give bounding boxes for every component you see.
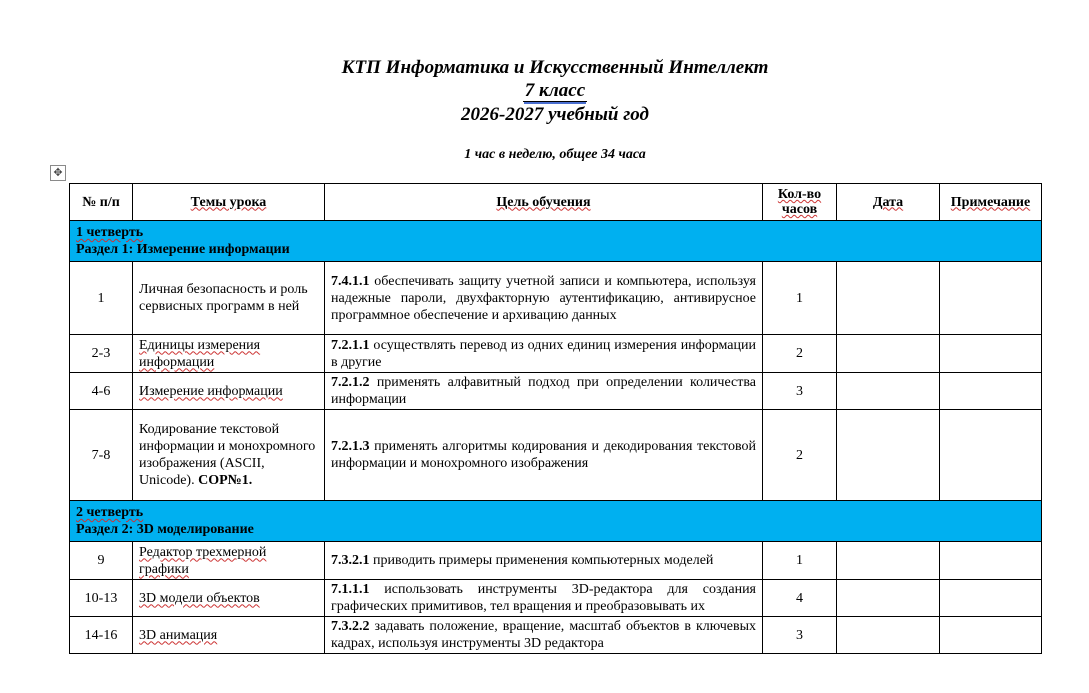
- header-note: [940, 184, 1042, 221]
- row-num: 4-6: [70, 373, 133, 410]
- header-goal-text: Цель обучения: [496, 194, 591, 210]
- row-hours: 1: [763, 262, 837, 335]
- goal-text: применять алгоритмы кодирования и декодирования текстовой информации и монохромного изображения: [331, 439, 756, 471]
- goal-text: задавать положение, вращение, масштаб объектов в ключевых кадрах, используя инструменты 3D редактора: [331, 619, 756, 651]
- quarter-row: [70, 501, 1042, 542]
- header-hours: [763, 184, 837, 221]
- row-hours: 2: [763, 410, 837, 501]
- goal-code: 7.2.1.2: [331, 375, 370, 390]
- row-note[interactable]: [940, 335, 1042, 373]
- row-note[interactable]: [940, 262, 1042, 335]
- row-hours: 1: [763, 542, 837, 580]
- quarter-label: 1 четверть: [76, 225, 144, 240]
- topic-text: Кодирование текстовой информации и монохромного изображения (ASCII, Unicode).: [139, 422, 316, 488]
- topic-text: Единицы измерения информации: [139, 337, 261, 370]
- table-row: [70, 542, 1042, 580]
- table-row: [70, 335, 1042, 373]
- goal-code: 7.1.1.1: [331, 582, 370, 597]
- row-topic: [133, 542, 325, 580]
- grade-text: 7 класс: [524, 80, 586, 101]
- row-goal: [325, 617, 763, 654]
- goal-code: 7.3.2.2: [331, 619, 370, 634]
- row-note[interactable]: [940, 542, 1042, 580]
- quarter-cell: [70, 221, 1042, 262]
- row-date[interactable]: [837, 335, 940, 373]
- row-goal: [325, 262, 763, 335]
- topic-text: 3D анимация: [139, 627, 218, 643]
- row-topic: [133, 335, 325, 373]
- table-row: [70, 580, 1042, 617]
- row-goal: [325, 410, 763, 501]
- header-date-text: Дата: [872, 194, 904, 210]
- goal-code: 7.2.1.1: [331, 337, 370, 353]
- row-goal: [325, 542, 763, 580]
- header-topic-text: Темы урока: [190, 194, 267, 210]
- row-num: 10-13: [70, 580, 133, 617]
- row-goal: [325, 580, 763, 617]
- row-topic: [133, 373, 325, 410]
- curriculum-table: [69, 183, 1042, 654]
- document-title: КТП Информатика и Искусственный Интеллект: [341, 57, 769, 78]
- row-topic: [133, 617, 325, 654]
- section-label: Раздел 2: 3D моделирование: [76, 522, 254, 537]
- row-hours: 3: [763, 617, 837, 654]
- goal-code: 7.3.2.1: [331, 553, 370, 568]
- row-date[interactable]: [837, 617, 940, 654]
- row-num: 7-8: [70, 410, 133, 501]
- row-date[interactable]: [837, 262, 940, 335]
- row-hours: 3: [763, 373, 837, 410]
- header-row: [70, 184, 1042, 221]
- quarter-label: 2 четверть: [76, 505, 144, 520]
- row-goal: [325, 373, 763, 410]
- goal-text: приводить примеры применения компьютерных моделей: [369, 553, 714, 568]
- header-date: [837, 184, 940, 221]
- row-topic: [133, 410, 325, 501]
- table-move-handle-icon[interactable]: ✥: [50, 165, 66, 181]
- row-date[interactable]: [837, 542, 940, 580]
- goal-code: 7.2.1.3: [331, 439, 370, 454]
- table-row: [70, 617, 1042, 654]
- table-body: [70, 221, 1042, 654]
- row-hours: 2: [763, 335, 837, 373]
- row-note[interactable]: [940, 580, 1042, 617]
- goal-text: обеспечивать защиту учетной записи и компьютера, используя надежные пароли, двухфакторную аутентификацию, антивирусное программное обеспечение и архивацию данных: [331, 273, 756, 323]
- topic-bold-text: СОР№1.: [198, 473, 253, 488]
- row-topic: [133, 262, 325, 335]
- row-num: 2-3: [70, 335, 133, 373]
- header-hours-text: Кол-во часов: [777, 187, 822, 217]
- row-note[interactable]: [940, 373, 1042, 410]
- row-date[interactable]: [837, 410, 940, 501]
- quarter-row: [70, 221, 1042, 262]
- row-num: 14-16: [70, 617, 133, 654]
- goal-text: использовать инструменты 3D-редактора для создания графических примитивов, тел вращения и преобразовывать их: [331, 582, 756, 614]
- row-num: 9: [70, 542, 133, 580]
- goal-code: 7.4.1.1: [331, 273, 370, 289]
- header-note-text: Примечание: [950, 194, 1031, 210]
- grade-label: [0, 80, 1089, 102]
- academic-year: 2026-2027 учебный год: [461, 104, 649, 125]
- table-row: [70, 410, 1042, 501]
- topic-text: Редактор трехмерной графики: [139, 544, 267, 577]
- row-date[interactable]: [837, 580, 940, 617]
- row-note[interactable]: [940, 617, 1042, 654]
- topic-text: 3D модели объектов: [139, 590, 260, 606]
- row-topic: [133, 580, 325, 617]
- section-label: Раздел 1: Измерение информации: [76, 242, 290, 257]
- topic-text: Измерение информации: [139, 383, 283, 399]
- hours-note: 1 час в неделю, общее 34 часа: [464, 147, 646, 162]
- row-note[interactable]: [940, 410, 1042, 501]
- row-date[interactable]: [837, 373, 940, 410]
- table-row: [70, 373, 1042, 410]
- goal-text: осуществлять перевод из одних единиц измерения информации в другие: [331, 337, 756, 370]
- row-goal: [325, 335, 763, 373]
- goal-text: применять алфавитный подход при определении количества информации: [331, 375, 756, 407]
- header-topic: [133, 184, 325, 221]
- quarter-cell: [70, 501, 1042, 542]
- header-goal: [325, 184, 763, 221]
- topic-text: Личная безопасность и роль сервисных программ в ней: [139, 282, 308, 314]
- row-num: 1: [70, 262, 133, 335]
- table-row: [70, 262, 1042, 335]
- header-num: № п/п: [70, 184, 133, 221]
- row-hours: 4: [763, 580, 837, 617]
